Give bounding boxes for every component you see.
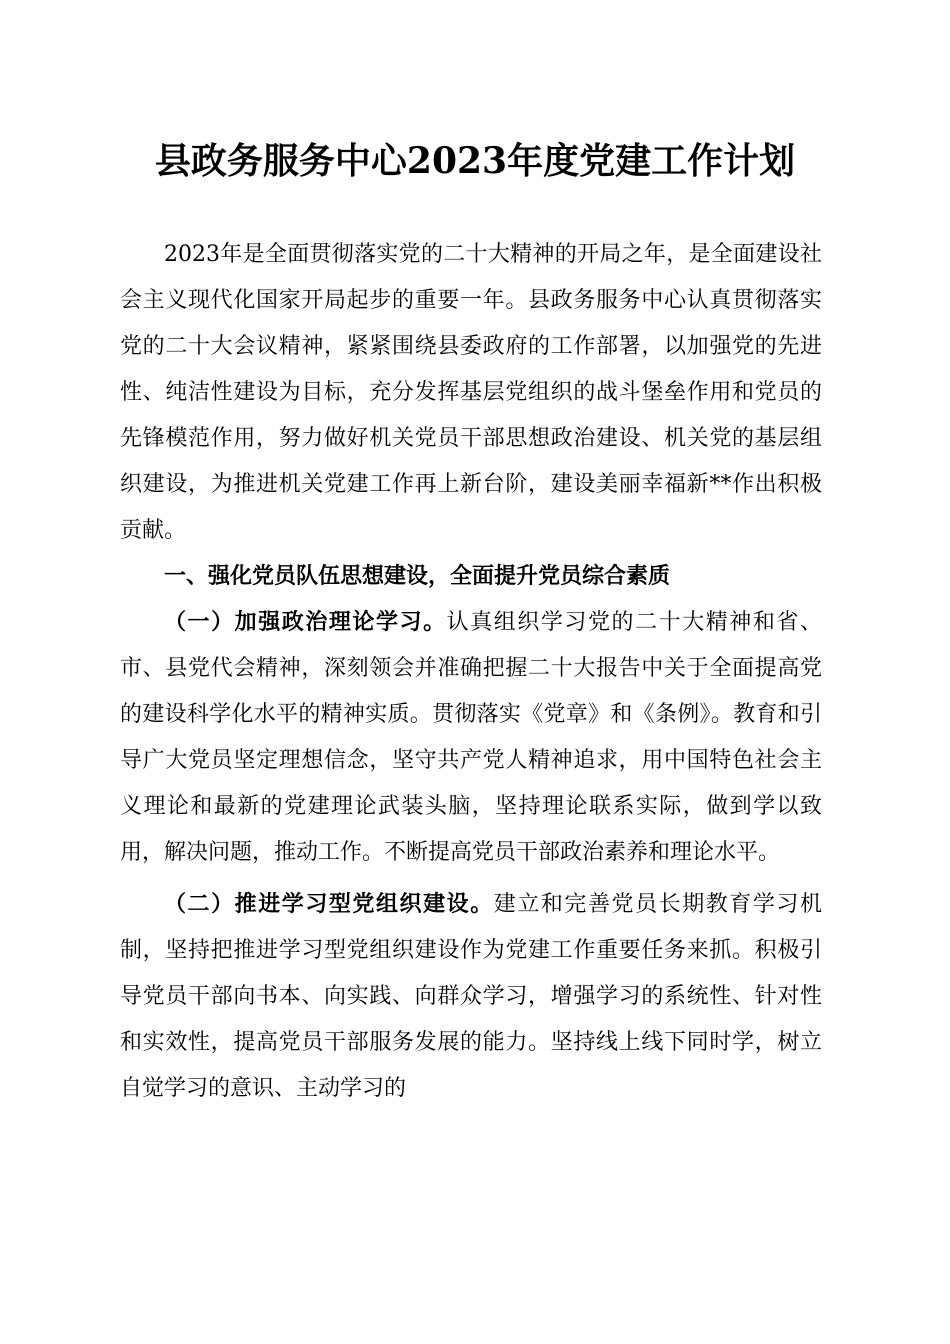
section-heading-1: 一、强化党员队伍思想建设，全面提升党员综合素质 <box>164 564 671 589</box>
section1-item2-lead: （二）推进学习型党组织建设。 <box>164 892 494 917</box>
section1-item2-paragraph <box>120 882 822 1112</box>
section1-item1-text: 认真组织学习党的二十大精神和省、市、县党代会精神，深刻领会并准确把握二十大报告中关于全面提高党的建设科学化水平的精神实质。贯彻落实《党章》和《条例》。教育和引导广大党员坚定理想信念，坚守共产党人精神追求，用中国特色社会主义理论和最新的党建理论武装头脑，坚持理论联系实际，做到学以致用，解决问题，推动工作。不断提高党员干部政治素养和理论水平。 <box>120 610 822 865</box>
section1-item1-lead: （一）加强政治理论学习。 <box>164 610 447 635</box>
section1-item1-paragraph <box>120 600 822 876</box>
intro-paragraph: 2023年是全面贯彻落实党的二十大精神的开局之年，是全面建设社会主义现代化国家开局起步的重要一年。县政务服务中心认真贯彻落实党的二十大会议精神，紧紧围绕县委政府的工作部署，以加强党的先进性、纯洁性建设为目标，充分发挥基层党组织的战斗堡垒作用和党员的先锋模范作用，努力做好机关党员干部思想政治建设、机关党的基层组织建设，为推进机关党建工作再上新台阶，建设美丽幸福新**作出积极贡献。 <box>120 242 822 543</box>
section1-item2-text: 建立和完善党员长期教育学习机制，坚持把推进学习型党组织建设作为党建工作重要任务来抓。积极引导党员干部向书本、向实践、向群众学习，增强学习的系统性、针对性和实效性，提高党员干部服务发展的能力。坚持线上线下同时学，树立自觉学习的意识、主动学习的 <box>120 892 822 1101</box>
document-body <box>120 232 822 1112</box>
document-title: 县政务服务中心2023年度党建工作计划 <box>154 140 796 182</box>
